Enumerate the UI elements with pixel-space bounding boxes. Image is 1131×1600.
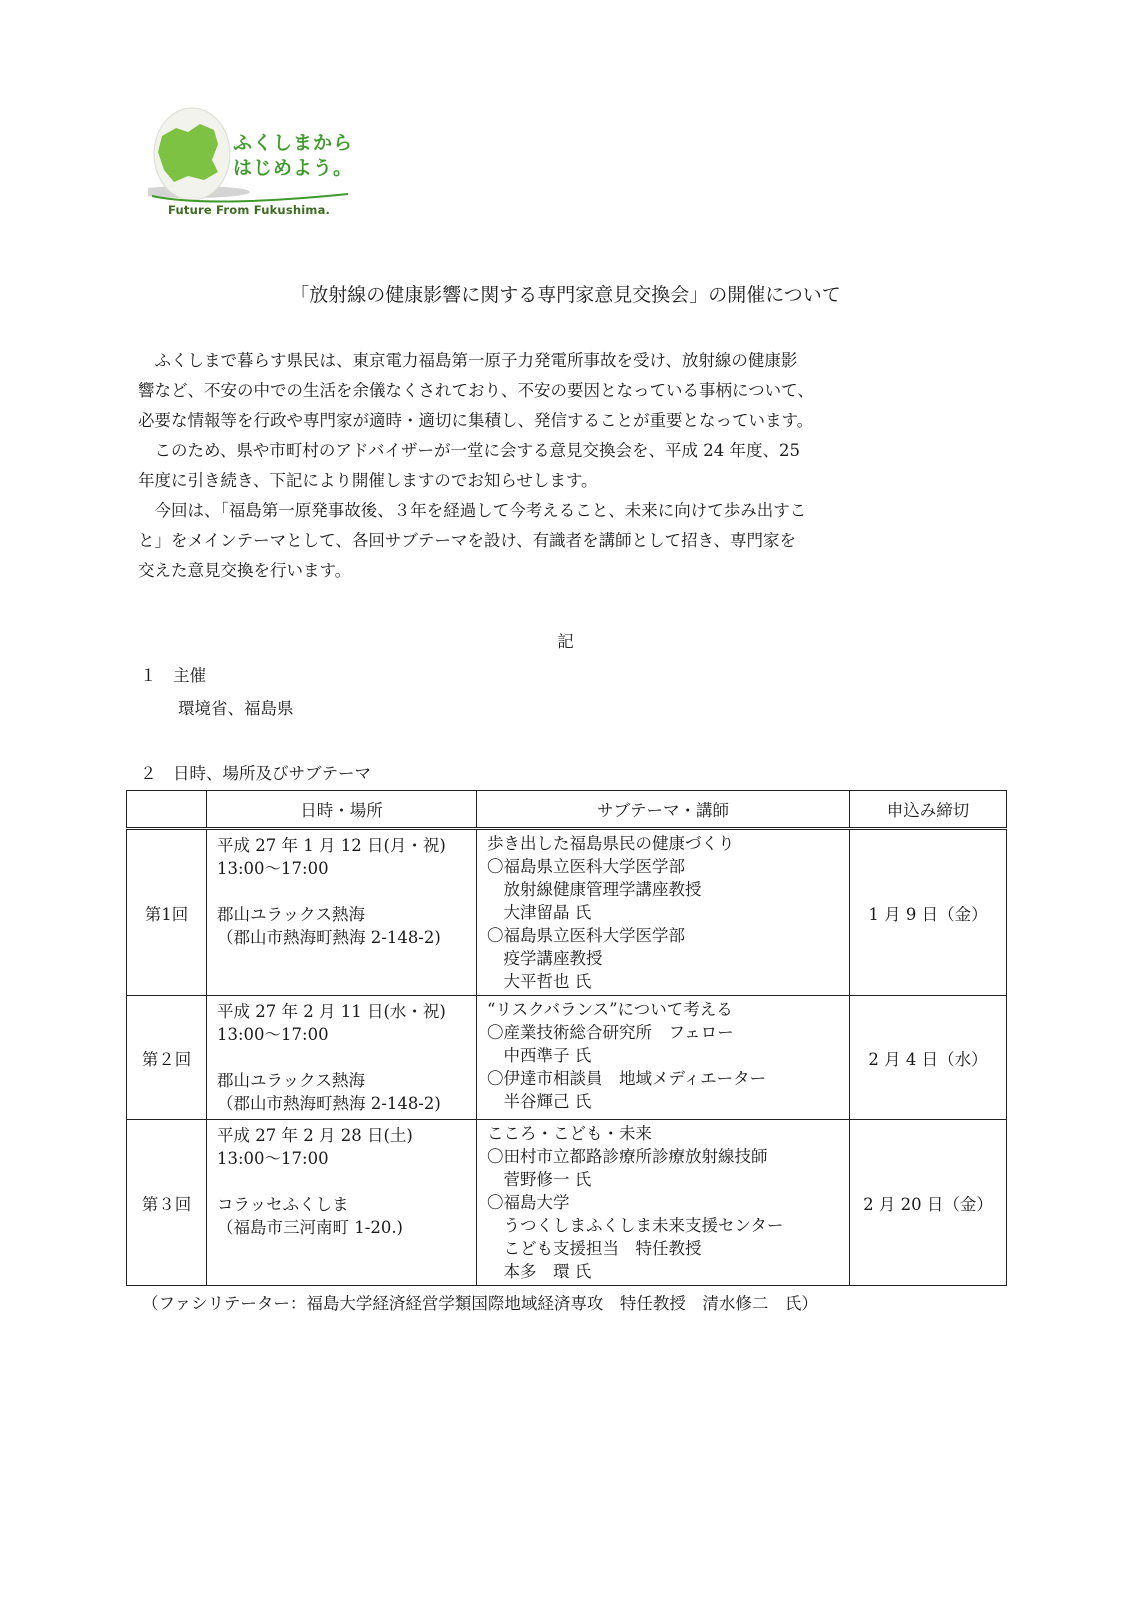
time-text: 13:00～17:00 xyxy=(217,1025,329,1044)
lecturer-line: 〇産業技術総合研究所 フェロー xyxy=(487,1023,734,1042)
venue-text: 郡山ユラックス熱海 xyxy=(217,1071,366,1090)
paragraph-line: 必要な情報等を行政や専門家が適時・適切に集積し、発信することが重要となっています。 xyxy=(138,411,814,430)
paragraph-line: 年度に引き続き、下記により開催しますのでお知らせします。 xyxy=(138,471,598,490)
date-text: 平成 27 年 2 月 28 日(土) xyxy=(217,1126,413,1145)
lecturer-line: 半谷輝己 氏 xyxy=(487,1092,592,1111)
lecturer-line: こども支援担当 特任教授 xyxy=(487,1239,702,1258)
ki-heading: 記 xyxy=(557,632,574,651)
document-title: 「放射線の健康影響に関する専門家意見交換会」の開催について xyxy=(290,284,841,306)
logo-text-line2: はじめよう。 xyxy=(233,157,354,179)
date-text: 平成 27 年 2 月 11 日(水・祝) xyxy=(217,1002,446,1021)
round-cell: 第1回 xyxy=(127,829,207,996)
deadline-cell: 2 月 20 日（金） xyxy=(850,1120,1007,1286)
lecturer-line: 大平哲也 氏 xyxy=(487,972,592,991)
table-header-row xyxy=(127,791,1007,829)
table-row xyxy=(127,996,1007,1120)
deadline-cell: 1 月 9 日（金） xyxy=(850,829,1007,996)
lecturer-line: うつくしまふくしま未来支援センター xyxy=(487,1216,784,1235)
table-row xyxy=(127,829,1007,996)
subtheme-cell xyxy=(477,829,850,996)
section-1-body: 環境省、福島県 xyxy=(178,699,294,718)
time-text: 13:00～17:00 xyxy=(217,1149,329,1168)
header-cell-deadline: 申込み締切 xyxy=(850,791,1007,829)
address-text: （福島市三河南町 1-20.) xyxy=(217,1218,403,1237)
header-cell-datetime: 日時・場所 xyxy=(207,791,477,829)
paragraph-line: 交えた意見交換を行います。 xyxy=(138,561,352,580)
intro-paragraph-3 xyxy=(138,496,948,586)
lecturer-line: 中西準子 氏 xyxy=(487,1046,592,1065)
paragraph-line: 響など、不安の中での生活を余儀なくされており、不安の要因となっている事柄について、 xyxy=(138,381,814,400)
subtheme-title: “リスクバランス”について考える xyxy=(487,1000,733,1019)
lecturer-line: 〇福島県立医科大学医学部 xyxy=(487,857,685,876)
lecturer-line: 大津留晶 氏 xyxy=(487,903,592,922)
datetime-cell xyxy=(207,829,477,996)
datetime-cell xyxy=(207,996,477,1120)
schedule-table xyxy=(126,790,1007,1286)
paragraph-line: ふくしまで暮らす県民は、東京電力福島第一原子力発電所事故を受け、放射線の健康影 xyxy=(138,351,798,370)
intro-paragraph-1 xyxy=(138,346,948,436)
intro-paragraph-2 xyxy=(138,436,948,496)
header-cell-round xyxy=(127,791,207,829)
lecturer-line: 放射線健康管理学講座教授 xyxy=(487,880,702,899)
paragraph-line: と」をメインテーマとして、各回サブテーマを設け、有識者を講師として招き、専門家を xyxy=(138,531,797,550)
logo-tagline: Future From Fukushima. xyxy=(168,203,331,217)
lecturer-line: 〇田村市立都路診療所診療放射線技師 xyxy=(487,1147,768,1166)
subtheme-title: こころ・こども・未来 xyxy=(487,1124,652,1143)
datetime-cell xyxy=(207,1120,477,1286)
lecturer-line: 〇福島県立医科大学医学部 xyxy=(487,926,685,945)
logo-text-line1: ふくしまから xyxy=(233,132,354,154)
lecturer-line: 〇伊達市相談員 地域メディエーター xyxy=(487,1069,767,1088)
date-text: 平成 27 年 1 月 12 日(月・祝) xyxy=(217,836,446,855)
fukushima-logo xyxy=(148,106,378,226)
round-cell: 第３回 xyxy=(127,1120,207,1286)
venue-text: コラッセふくしま xyxy=(217,1195,349,1214)
lecturer-line: 〇福島大学 xyxy=(487,1193,570,1212)
address-text: （郡山市熱海町熱海 2-148-2) xyxy=(217,928,441,947)
lecturer-line: 菅野修一 氏 xyxy=(487,1170,592,1189)
lecturer-line: 本多 環 氏 xyxy=(487,1262,592,1281)
section-2-heading: ２ 日時、場所及びサブテーマ xyxy=(140,764,371,783)
facilitator-note: （ファシリテーター：福島大学経済経営学類国際地域経済専攻 特任教授 清水修二 氏） xyxy=(142,1294,818,1313)
table-row xyxy=(127,1120,1007,1286)
address-text: （郡山市熱海町熱海 2-148-2) xyxy=(217,1094,441,1113)
lecturer-line: 疫学講座教授 xyxy=(487,949,603,968)
time-text: 13:00～17:00 xyxy=(217,859,329,878)
subtheme-title: 歩き出した福島県民の健康づくり xyxy=(487,834,735,853)
venue-text: 郡山ユラックス熱海 xyxy=(217,905,366,924)
section-1-heading: １ 主催 xyxy=(140,666,206,685)
paragraph-line: 今回は、「福島第一原発事故後、３年を経過して今考えること、未来に向けて歩み出すこ xyxy=(138,501,807,520)
subtheme-cell xyxy=(477,1120,850,1286)
deadline-cell: 2 月 4 日（水） xyxy=(850,996,1007,1120)
subtheme-cell xyxy=(477,996,850,1120)
round-cell: 第２回 xyxy=(127,996,207,1120)
header-cell-subtheme: サブテーマ・講師 xyxy=(477,791,850,829)
paragraph-line: このため、県や市町村のアドバイザーが一堂に会する意見交換会を、平成 24 年度、25 xyxy=(138,441,800,460)
